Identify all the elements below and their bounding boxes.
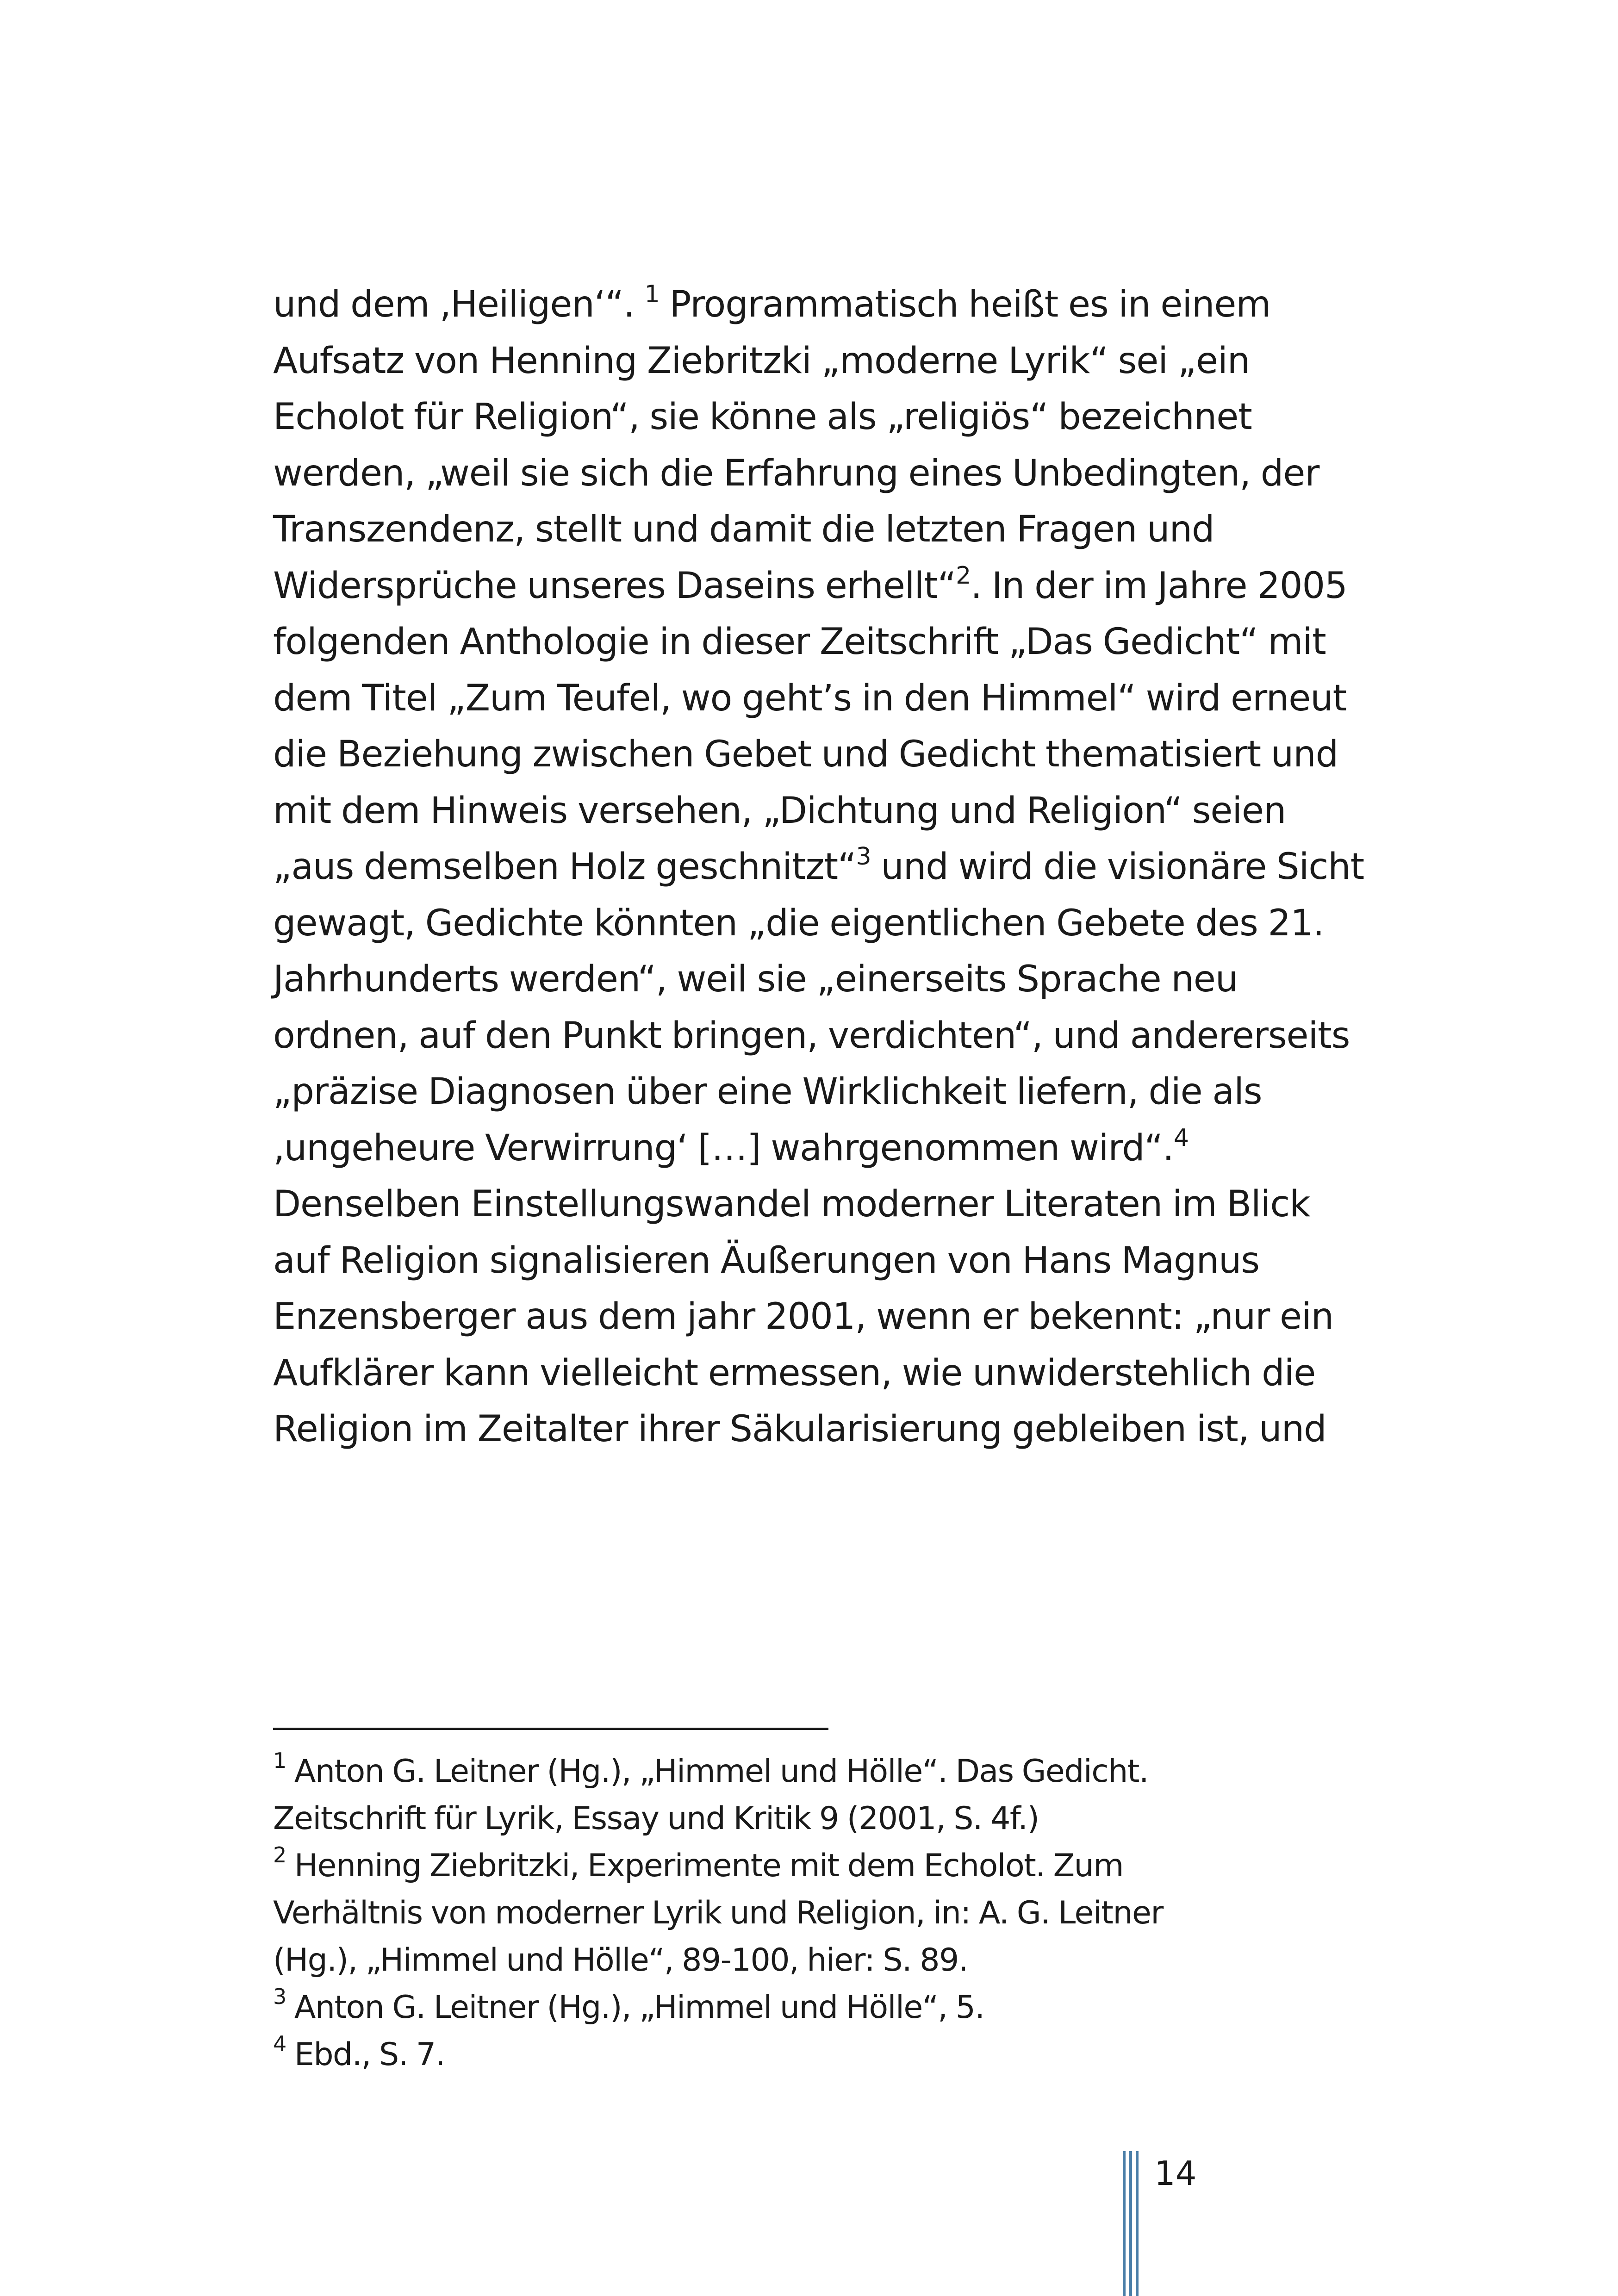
page-number-block (1123, 2151, 1262, 2296)
text-line-5: Transzendenz, stellt und damit die letzten Fragen und (273, 509, 1214, 550)
footnote-ref-4: 4 (1173, 1124, 1189, 1152)
page-number-rule (1136, 2151, 1139, 2296)
text-line-9: die Beziehung zwischen Gebet und Gedicht thematisiert und (273, 734, 1338, 775)
footnote-3: $^3$ Anton G. Leitner (Hg.), „Himmel und Hölle“, 5. (273, 1984, 984, 2026)
text-line-14: ordnen, auf den Punkt bringen, verdichten“, und andererseits (273, 1014, 1350, 1057)
footnote-number: 2 (273, 1842, 286, 1868)
text-line-1: und dem ‚Heiligen‘“. $^1$ Programmatisch heißt es in einem (273, 280, 1271, 325)
footnote-number: 4 (273, 2031, 286, 2057)
text-line-18: auf Religion signalisieren Äußerungen von Hans Magnus (273, 1239, 1260, 1282)
footnote-2-cont: (Hg.), „Himmel und Hölle“, 89-100, hier: S. 89. (273, 1942, 968, 1979)
footnote-2-cont: Verhältnis von moderner Lyrik und Religion, in: A. G. Leitner (273, 1895, 1163, 1931)
text-line-8: dem Titel „Zum Teufel, wo geht’s in den Himmel“ wird erneut (273, 677, 1347, 719)
text-line-4: werden, „weil sie sich die Erfahrung eines Unbedingten, der (273, 452, 1319, 494)
text-line-3: Echolot für Religion“, sie könne als „religiös“ bezeichnet (273, 396, 1252, 438)
footnote-separator (273, 1728, 828, 1730)
footnote-1: $^1$ Anton G. Leitner (Hg.), „Himmel und Hölle“. Das Gedicht. (273, 1748, 1149, 1790)
page-number-rule (1129, 2151, 1132, 2296)
text-line-2: Aufsatz von Henning Ziebritzki „moderne Lyrik“ sei „ein (273, 340, 1250, 382)
page-number: 14 (1154, 2154, 1197, 2193)
text-line-12: gewagt, Gedichte könnten „die eigentlichen Gebete des 21. (273, 902, 1324, 944)
text-line-19: Enzensberger aus dem jahr 2001, wenn er bekennt: „nur ein (273, 1296, 1334, 1338)
text-line-15: „präzise Diagnosen über eine Wirklichkeit liefern, die als (273, 1071, 1262, 1113)
text-line-10: mit dem Hinweis versehen, „Dichtung und Religion“ seien (273, 790, 1286, 832)
text-line-11: „aus demselben Holz geschnitzt“$^3$ und wird die visionäre Sicht (273, 843, 1364, 888)
footnote-number: 3 (273, 1984, 286, 2010)
text-line-6: Widersprüche unseres Daseins erhellt“$^2$. In der im Jahre 2005 (273, 561, 1347, 607)
footnote-1-cont: Zeitschrift für Lyrik, Essay und Kritik 9 (2001, S. 4f.) (273, 1800, 1039, 1837)
footnote-number: 1 (273, 1748, 286, 1773)
text-line-17: Denselben Einstellungswandel moderner Literaten im Blick (273, 1183, 1310, 1225)
text-line-13: Jahrhunderts werden“, weil sie „einerseits Sprache neu (273, 958, 1238, 1000)
text-line-20: Aufklärer kann vielleicht ermessen, wie unwiderstehlich die (273, 1352, 1316, 1394)
text-line-7: folgenden Anthologie in dieser Zeitschrift „Das Gedicht“ mit (273, 621, 1326, 663)
footnotes (273, 1748, 1384, 2078)
body-text (273, 277, 1384, 1458)
text-line-21: Religion im Zeitalter ihrer Säkularisierung gebleiben ist, und (273, 1408, 1326, 1450)
footnote-ref-1: 1 (644, 280, 660, 308)
text-line-16: ‚ungeheure Verwirrung‘ […] wahrgenommen wird“.$^4$ (273, 1124, 1189, 1169)
footnote-ref-3: 3 (856, 843, 871, 871)
footnote-ref-2: 2 (956, 561, 971, 590)
footnote-4: $^4$ Ebd., S. 7. (273, 2031, 445, 2073)
footnote-2: $^2$ Henning Ziebritzki, Experimente mit dem Echolot. Zum (273, 1842, 1123, 1884)
page-number-rule (1123, 2151, 1126, 2296)
